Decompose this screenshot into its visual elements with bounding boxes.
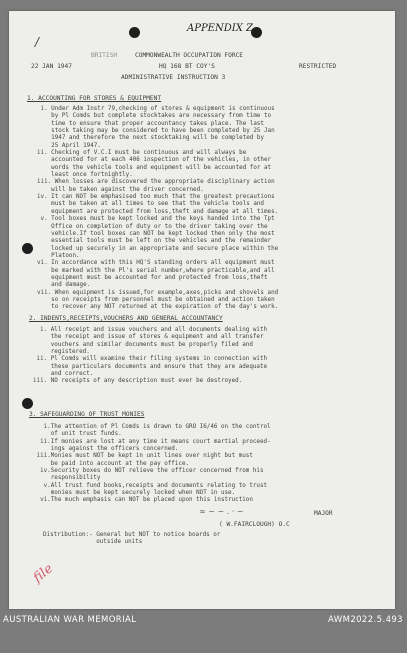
text-line: 25 April 1947. — [37, 142, 101, 149]
handwritten-stamp-mark: file — [30, 561, 56, 586]
text-line: v.All trust fund books,receipts and documents relating to trust — [33, 482, 268, 489]
text-line: i. All receipt and issue vouchers and all documents dealing with — [33, 327, 268, 333]
text-line: and damage. — [37, 282, 91, 289]
text-line: vehicle.If tool boxes can NOT be kept locked then only the most — [37, 230, 275, 237]
text-line: Platoon. — [37, 252, 80, 259]
punch-hole — [22, 243, 33, 254]
text-line: to recover any NOT returned at the expiration of the day's work. — [37, 304, 279, 311]
text-line: v. Tool boxes must be kept locked and the keys handed into the Tpt — [37, 216, 275, 223]
document-date: 22 JAN 1947 — [31, 63, 72, 70]
text-line: 1947 and therefore the next stocktaking will be completed by — [37, 135, 264, 142]
handwritten-mark: / — [35, 35, 40, 49]
text-line: time to ensure that proper accountancy takes place. The last — [37, 120, 264, 127]
text-line: i.The attention of Pl Comds is drawn to GRO I6/46 on the control — [33, 424, 271, 430]
distribution-note: Distribution:- General but NOT to notice boards or outside units — [43, 532, 221, 546]
text-line: registered. — [33, 349, 90, 356]
unit-reference: HQ 168 BT COY'S — [159, 63, 215, 70]
classification-left: BRITISH — [91, 52, 118, 59]
footer-accession-number: AWM2022.5.493 — [328, 615, 403, 625]
signatory-rank: MAJOR — [314, 510, 333, 517]
text-line: locked up securely in an appropriate and secure place within the — [37, 245, 279, 252]
text-line: by Pl Comds but complete stocktakes are necessary from time to — [37, 113, 272, 120]
text-line: be marked with the Pl's serial number,where practicable,and all — [37, 267, 275, 274]
appendix-label: APPENDIX Z — [187, 23, 253, 34]
text-line: these particulars documents and ensure that they are adequate — [33, 363, 268, 370]
text-line: i. Under Adm Instr 79,checking of stores & equipment is continuous — [37, 106, 275, 112]
text-line: vii. When equipment is issued,for example,axes,picks and shovels and — [37, 289, 279, 296]
text-line: so on receipts from personnel must be obtained and action taken — [37, 296, 275, 303]
text-line: iv.Security boxes do NOT relieve the officer concerned from his — [33, 468, 264, 475]
text-line: ii. Checking of V.C.I must be continuous and will always be — [37, 150, 247, 157]
text-line: equipment must be accounted for and protected from loss,theft — [37, 274, 268, 281]
text-line: words the vehicle tools and equipment will be accounted for at — [37, 164, 272, 171]
text-line: vi.The much emphasis can NOT be placed upon this instruction — [33, 497, 253, 504]
text-line: must be taken at all times to see that the vehicle tools and — [37, 201, 264, 208]
text-line: iii. When losses are discovered the appropriate disciplinary action — [37, 179, 275, 186]
text-line: Office on completion of duty or to the driver taking over the — [37, 223, 268, 230]
text-line: vouchers and similar documents must be properly filed and — [33, 341, 253, 348]
footer-institution: AUSTRALIAN WAR MEMORIAL — [3, 615, 137, 625]
text-line: the receipt and issue of stores & equipment and all transfer — [33, 334, 264, 341]
section-body — [37, 106, 278, 312]
instruction-title: ADMINISTRATIVE INSTRUCTION 3 — [121, 74, 226, 81]
text-line: and correct. — [33, 371, 94, 378]
section-heading: 3. SAFEGUARDING OF TRUST MONIES — [29, 411, 145, 418]
text-line: of unit trust funds. — [33, 431, 122, 438]
text-line: iii.Monies must NOT be kept in unit lines over night but must — [33, 453, 253, 460]
text-line: vi. In accordance with this HQ'S standing orders all equipment must — [37, 260, 275, 267]
section-body — [33, 327, 267, 386]
document-page — [9, 11, 395, 609]
text-line: essential tools must be left on the vehicles and the remainder — [37, 238, 272, 245]
text-line: least once fortnightly. — [37, 172, 133, 179]
handwritten-signature: ≈ ~ ~ . · ~ — [199, 507, 244, 516]
section-body — [33, 424, 271, 505]
text-line: will be taken against the driver concerned. — [37, 186, 204, 193]
text-line: monies must be kept securely locked when NOT in use. — [33, 490, 236, 497]
text-line: equipment are protected from loss,theft and damage at all times. — [37, 208, 279, 215]
signatory-name: ( W.FAIRCLOUGH) O.C — [219, 521, 290, 528]
text-line: iii. NO receipts of any description must ever be destroyed. — [33, 378, 243, 385]
section-heading: 2. INDENTS,RECEIPTS,VOUCHERS AND GENERAL ACCOUNTANCY — [29, 315, 223, 322]
text-line: ii. Pl Comds will examine their filing systems in connection with — [33, 356, 268, 363]
text-line: responsibility — [33, 475, 101, 482]
text-line: stock taking may be considered to have been completed by 25 Jan — [37, 128, 275, 135]
punch-hole — [129, 27, 140, 38]
classification-restricted: RESTRICTED — [299, 63, 337, 70]
text-line: be paid into account at the pay office. — [33, 460, 190, 467]
text-line: iv. It can NOT be emphasised too much that the greatest precautions — [37, 194, 275, 201]
text-line: ii.If monies are lost at any time it means court martial proceed- — [33, 438, 271, 445]
force-title: COMMONWEALTH OCCUPATION FORCE — [135, 52, 244, 59]
text-line: accounted for at each 406 inspection of the vehicles, in other — [37, 157, 272, 164]
punch-hole — [22, 398, 33, 409]
text-line: ings against the officers concerned. — [33, 446, 179, 453]
section-heading: 1. ACCOUNTING FOR STORES & EQUIPMENT — [27, 95, 162, 102]
